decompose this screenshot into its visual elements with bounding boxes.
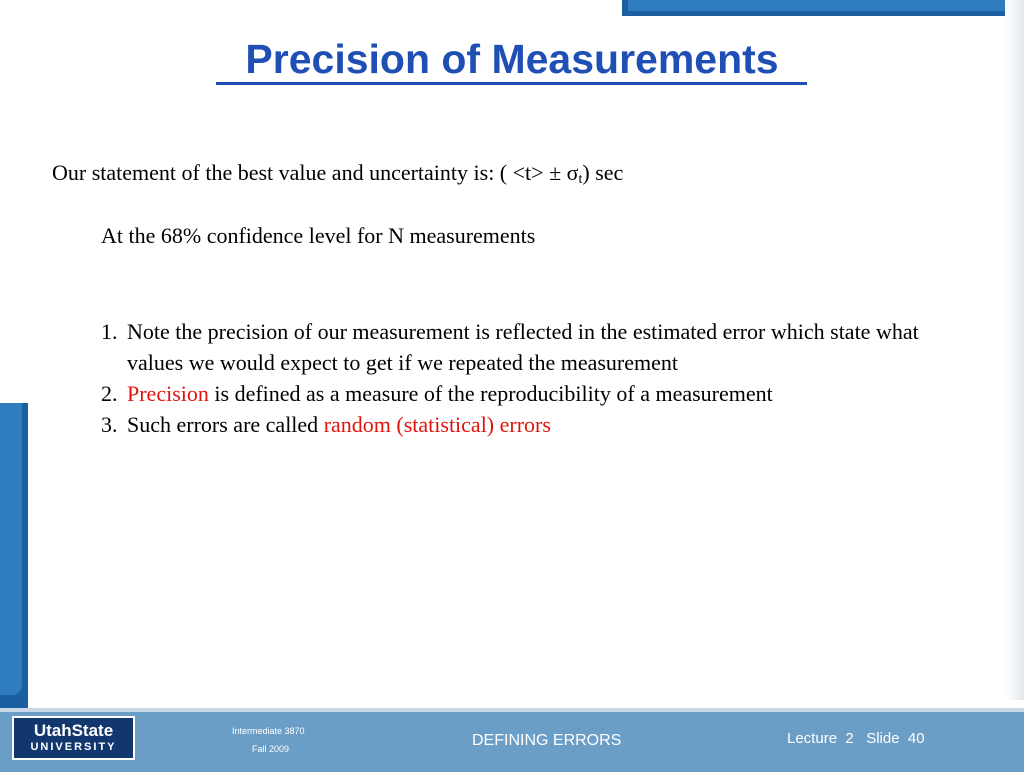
right-frame-shadow bbox=[1005, 0, 1024, 700]
utah-state-logo bbox=[12, 716, 135, 760]
points-list bbox=[101, 316, 941, 440]
topic-label: DEFINING ERRORS bbox=[472, 732, 622, 749]
list-text-lead: Such errors are called bbox=[127, 412, 324, 437]
list-item bbox=[101, 316, 941, 378]
list-item bbox=[101, 378, 941, 409]
random-errors-highlight: random (statistical) errors bbox=[323, 412, 551, 437]
logo-subtitle: UNIVERSITY bbox=[30, 741, 117, 753]
precision-highlight: Precision bbox=[127, 381, 209, 406]
list-text: Note the precision of our measurement is reflected in the estimated error which state what values we would expect to get if we repeated the measurement bbox=[127, 319, 919, 375]
slide-number-label: Lecture 2 Slide 40 bbox=[787, 730, 925, 747]
statement-text: Our statement of the best value and uncertainty is: ( <t> ± σ bbox=[52, 160, 579, 185]
list-number: 3. bbox=[101, 412, 118, 437]
statement-suffix: ) sec bbox=[582, 160, 624, 185]
slide-title: Precision of Measurements bbox=[245, 36, 779, 82]
list-number: 1. bbox=[101, 319, 118, 344]
title-underline bbox=[216, 82, 807, 85]
list-text-rest: is defined as a measure of the reproducibility of a measurement bbox=[208, 381, 773, 406]
logo-wordmark: UtahState bbox=[33, 721, 114, 740]
course-label: Intermediate 3870 bbox=[232, 726, 305, 736]
list-text bbox=[127, 378, 773, 409]
left-frame-accent bbox=[0, 403, 22, 695]
list-item bbox=[101, 409, 941, 440]
confidence-level-text: At the 68% confidence level for N measurements bbox=[101, 223, 536, 248]
uncertainty-statement bbox=[52, 160, 623, 193]
list-number: 2. bbox=[101, 381, 118, 406]
statement-subscript: t bbox=[578, 172, 583, 187]
list-text bbox=[127, 409, 551, 440]
term-label: Fall 2009 bbox=[252, 744, 290, 754]
top-frame-accent bbox=[628, 0, 1024, 11]
